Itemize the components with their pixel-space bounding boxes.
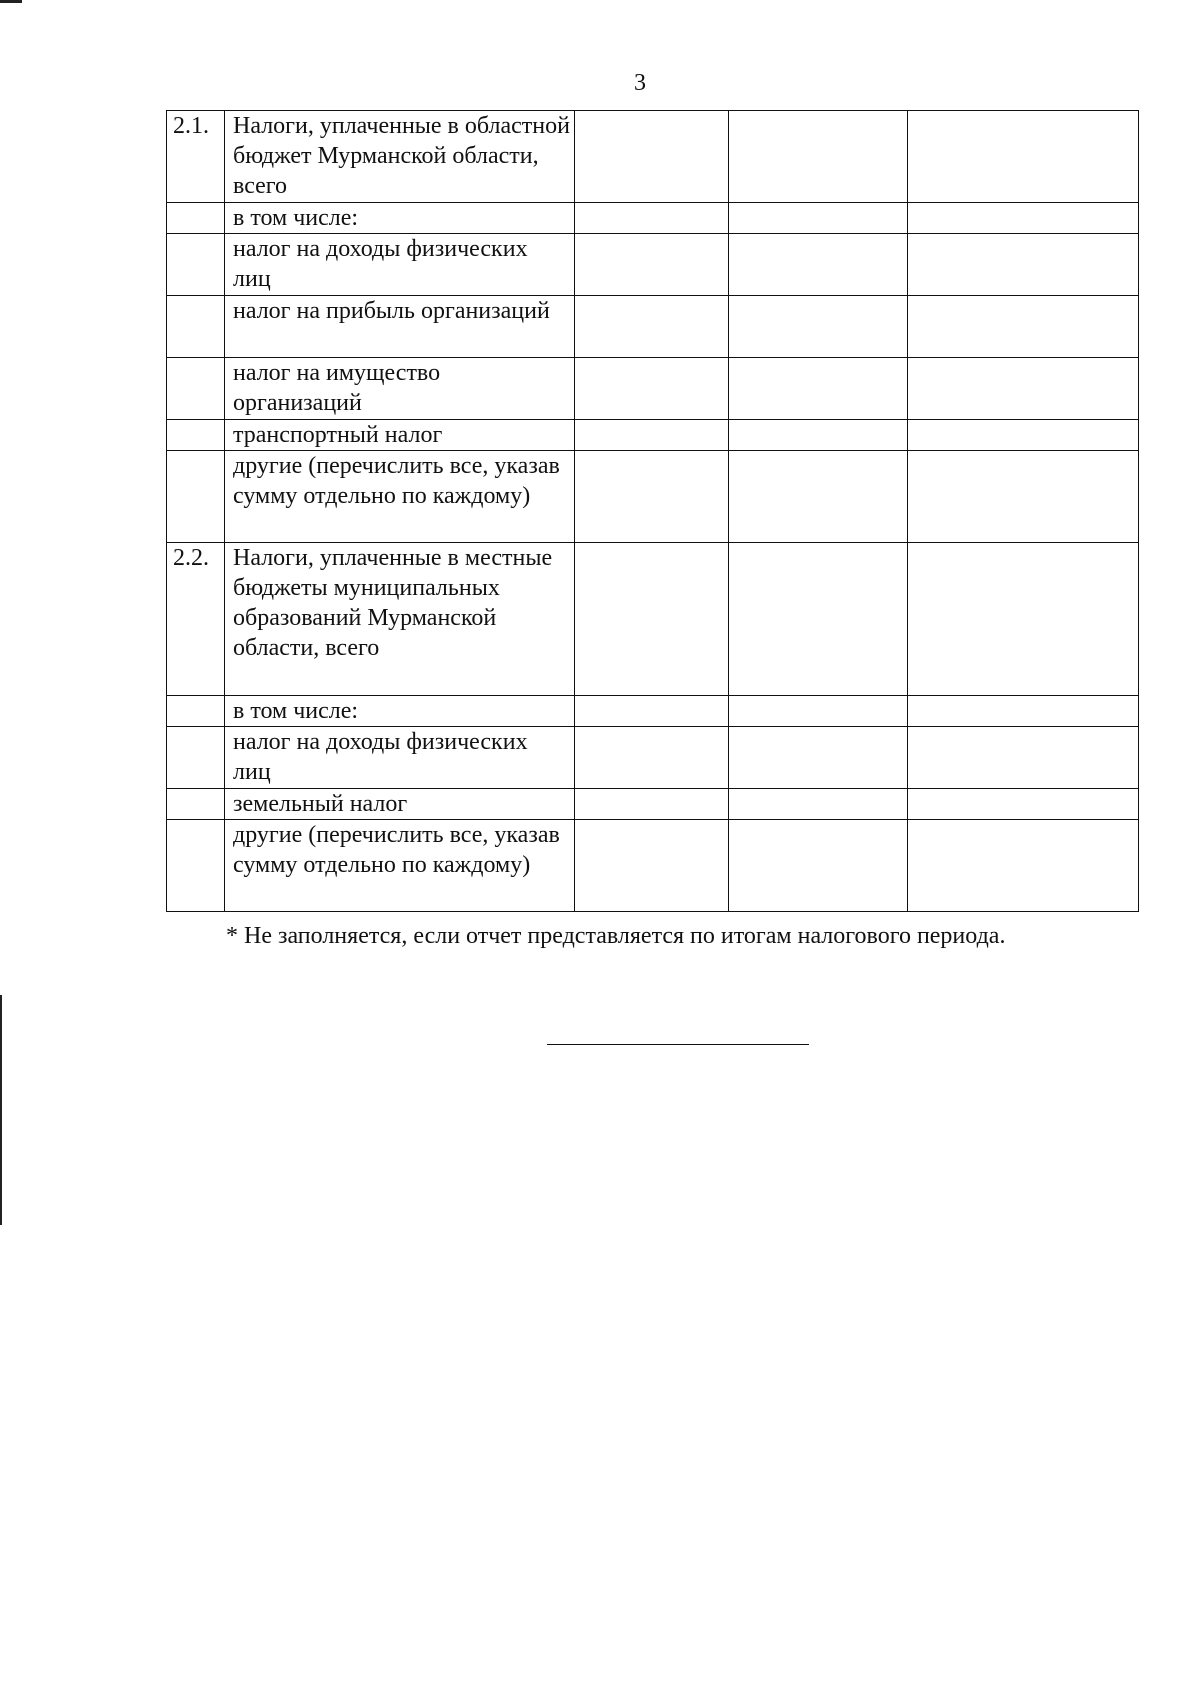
value-cell-3[interactable] (908, 203, 1139, 234)
value-cell-3[interactable] (908, 727, 1139, 789)
table-row (167, 296, 1139, 358)
end-separator-line (547, 1044, 809, 1045)
row-number-cell: 2.2. (167, 543, 225, 696)
row-label-cell: налог на имущество организаций (225, 358, 575, 420)
value-cell-1[interactable] (575, 696, 729, 727)
value-cell-1[interactable] (575, 358, 729, 420)
table-row (167, 543, 1139, 696)
scan-corner-mark (0, 0, 22, 3)
value-cell-1[interactable] (575, 420, 729, 451)
value-cell-3[interactable] (908, 543, 1139, 696)
value-cell-2[interactable] (729, 420, 908, 451)
value-cell-1[interactable] (575, 296, 729, 358)
row-label-cell: налог на доходы физических лиц (225, 727, 575, 789)
row-label-cell: другие (перечислить все, указав сумму отдельно по каждому) (225, 451, 575, 543)
row-number-cell: 2.1. (167, 111, 225, 203)
row-label-cell: другие (перечислить все, указав сумму отдельно по каждому) (225, 820, 575, 912)
row-number-cell (167, 727, 225, 789)
row-label-cell: земельный налог (225, 789, 575, 820)
row-label-cell: Налоги, уплаченные в местные бюджеты муниципальных образований Мурманской области, всего (225, 543, 575, 696)
value-cell-2[interactable] (729, 727, 908, 789)
value-cell-1[interactable] (575, 543, 729, 696)
table-row (167, 420, 1139, 451)
value-cell-3[interactable] (908, 296, 1139, 358)
tax-report-table (166, 110, 1139, 912)
value-cell-3[interactable] (908, 696, 1139, 727)
value-cell-3[interactable] (908, 820, 1139, 912)
table-row (167, 451, 1139, 543)
value-cell-2[interactable] (729, 111, 908, 203)
value-cell-1[interactable] (575, 727, 729, 789)
value-cell-1[interactable] (575, 820, 729, 912)
row-label-cell: налог на прибыль организаций (225, 296, 575, 358)
value-cell-2[interactable] (729, 296, 908, 358)
value-cell-3[interactable] (908, 111, 1139, 203)
row-number-cell (167, 358, 225, 420)
row-number-cell (167, 820, 225, 912)
row-label-cell: транспортный налог (225, 420, 575, 451)
value-cell-1[interactable] (575, 451, 729, 543)
footnote: * Не заполняется, если отчет представляется по итогам налогового периода. (226, 923, 1006, 949)
value-cell-2[interactable] (729, 451, 908, 543)
value-cell-2[interactable] (729, 789, 908, 820)
value-cell-2[interactable] (729, 696, 908, 727)
row-number-cell (167, 234, 225, 296)
row-number-cell (167, 296, 225, 358)
page-number: 3 (634, 70, 646, 96)
table-row (167, 203, 1139, 234)
value-cell-1[interactable] (575, 111, 729, 203)
scan-edge-mark (0, 995, 2, 1225)
value-cell-2[interactable] (729, 234, 908, 296)
value-cell-3[interactable] (908, 789, 1139, 820)
value-cell-3[interactable] (908, 451, 1139, 543)
value-cell-1[interactable] (575, 203, 729, 234)
value-cell-3[interactable] (908, 234, 1139, 296)
row-number-cell (167, 789, 225, 820)
value-cell-3[interactable] (908, 358, 1139, 420)
table-row (167, 111, 1139, 203)
value-cell-3[interactable] (908, 420, 1139, 451)
value-cell-2[interactable] (729, 543, 908, 696)
value-cell-1[interactable] (575, 234, 729, 296)
row-label-cell: в том числе: (225, 203, 575, 234)
row-label-cell: в том числе: (225, 696, 575, 727)
table-body (167, 111, 1139, 912)
row-number-cell (167, 696, 225, 727)
table-row (167, 696, 1139, 727)
value-cell-2[interactable] (729, 820, 908, 912)
value-cell-2[interactable] (729, 358, 908, 420)
row-label-cell: налог на доходы физических лиц (225, 234, 575, 296)
value-cell-2[interactable] (729, 203, 908, 234)
row-number-cell (167, 203, 225, 234)
row-label-cell: Налоги, уплаченные в областной бюджет Мурманской области, всего (225, 111, 575, 203)
table-row (167, 789, 1139, 820)
table-row (167, 820, 1139, 912)
row-number-cell (167, 420, 225, 451)
row-number-cell (167, 451, 225, 543)
table-row (167, 358, 1139, 420)
value-cell-1[interactable] (575, 789, 729, 820)
table-row (167, 234, 1139, 296)
table-row (167, 727, 1139, 789)
